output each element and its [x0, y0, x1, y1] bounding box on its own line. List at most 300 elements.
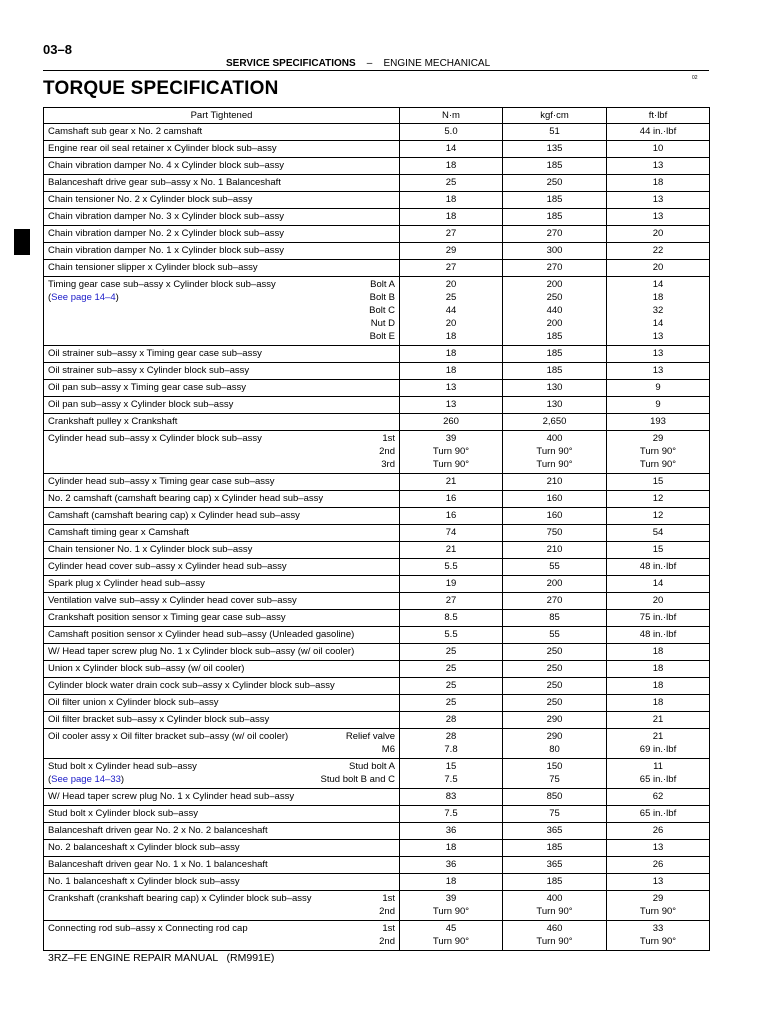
table-row: [44, 695, 710, 712]
kgfcm-cell: [503, 695, 607, 712]
part-content: [48, 526, 395, 539]
kgfcm-cell: [503, 175, 607, 192]
table-row: [44, 891, 710, 921]
kgfcm-cell: [503, 192, 607, 209]
torque-value: 55: [549, 561, 560, 572]
torque-value: 62: [652, 791, 664, 802]
table-row: [44, 644, 710, 661]
torque-value: Turn 90°: [432, 906, 470, 917]
part-name: Balanceshaft driven gear No. 2 x No. 2 balanceshaft: [48, 825, 268, 836]
torque-value: 8.5: [444, 612, 458, 623]
part-cell: [44, 192, 400, 209]
torque-value: 185: [546, 160, 563, 171]
ftlbf-cell: [607, 491, 710, 508]
table-header-row: [44, 108, 710, 124]
part-content: [48, 560, 395, 573]
part-content: [48, 807, 395, 820]
torque-value: 185: [546, 211, 563, 222]
ftlbf-cell: [607, 712, 710, 729]
table-row: [44, 921, 710, 951]
table-row: [44, 226, 710, 243]
part-content: [48, 432, 395, 471]
table-row: [44, 576, 710, 593]
table-row: [44, 209, 710, 226]
table-row: [44, 243, 710, 260]
part-cell: [44, 141, 400, 158]
ftlbf-cell: [607, 226, 710, 243]
table-row: [44, 508, 710, 525]
table-row: [44, 431, 710, 474]
header-rule: [43, 70, 709, 71]
torque-value: 14: [652, 578, 664, 589]
part-content: [48, 278, 395, 343]
part-text-block: [48, 892, 311, 918]
sub-item-label: Stud bolt B and C: [320, 774, 395, 785]
part-text-block: [48, 526, 189, 539]
part-text-block: [48, 730, 288, 756]
part-cell: [44, 921, 400, 951]
part-cell: [44, 491, 400, 508]
torque-value: 260: [443, 416, 459, 427]
torque-value: 12: [652, 493, 664, 504]
torque-value: 185: [546, 876, 563, 887]
torque-value: 270: [546, 595, 563, 606]
table-row: [44, 823, 710, 840]
table-row: [44, 260, 710, 277]
torque-value: 20: [652, 262, 664, 273]
kgfcm-cell: [503, 729, 607, 759]
nm-cell: [400, 474, 503, 491]
torque-value: 460: [546, 923, 563, 934]
torque-value: 32: [652, 305, 664, 316]
part-text-block: [48, 432, 262, 471]
part-text-block: [48, 858, 268, 871]
part-text-block: [48, 415, 177, 428]
part-content: [48, 577, 395, 590]
part-cell: [44, 209, 400, 226]
nm-cell: [400, 175, 503, 192]
ftlbf-cell: [607, 610, 710, 627]
torque-value: 7.5: [444, 808, 458, 819]
part-text-block: [48, 841, 240, 854]
reference-open: (: [48, 774, 52, 785]
torque-value: 250: [546, 680, 563, 691]
part-content: [48, 824, 395, 837]
ftlbf-cell: [607, 158, 710, 175]
table-row: [44, 759, 710, 789]
nm-cell: [400, 840, 503, 857]
torque-value: 18: [445, 211, 457, 222]
torque-value: Turn 90°: [432, 936, 470, 947]
part-cell: [44, 559, 400, 576]
kgfcm-cell: [503, 141, 607, 158]
kgfcm-cell: [503, 891, 607, 921]
torque-value: 18: [445, 876, 457, 887]
table-row: [44, 712, 710, 729]
column-header-part: Part Tightened: [44, 108, 400, 124]
nm-cell: [400, 491, 503, 508]
torque-value: 27: [445, 262, 457, 273]
table-row: [44, 610, 710, 627]
torque-value: 160: [546, 510, 563, 521]
nm-cell: [400, 346, 503, 363]
part-name: Chain vibration damper No. 4 x Cylinder block sub–assy: [48, 160, 285, 171]
part-cell: [44, 508, 400, 525]
torque-value: 200: [546, 578, 563, 589]
ftlbf-cell: [607, 397, 710, 414]
ftlbf-cell: [607, 243, 710, 260]
part-name: No. 1 balanceshaft x Cylinder block sub–assy: [48, 876, 240, 887]
part-name: Chain vibration damper No. 3 x Cylinder block sub–assy: [48, 211, 285, 222]
part-content: [48, 892, 395, 918]
torque-value: 18: [652, 177, 664, 188]
torque-value: 270: [546, 228, 563, 239]
table-row: [44, 789, 710, 806]
torque-value: 10: [652, 143, 664, 154]
part-text-block: [48, 713, 269, 726]
column-header-nm: N·m: [400, 108, 503, 124]
part-name: Ventilation valve sub–assy x Cylinder head cover sub–assy: [48, 595, 297, 606]
torque-value: 29: [652, 893, 664, 904]
torque-value: 15: [445, 761, 457, 772]
table-body: [44, 124, 710, 951]
kgfcm-cell: [503, 857, 607, 874]
table-row: [44, 158, 710, 175]
table-row: [44, 627, 710, 644]
part-content: [48, 159, 395, 172]
part-cell: [44, 661, 400, 678]
part-cell: [44, 678, 400, 695]
table-row: [44, 542, 710, 559]
table-row: [44, 397, 710, 414]
kgfcm-cell: [503, 158, 607, 175]
torque-value: 28: [445, 731, 457, 742]
part-name: Crankshaft position sensor x Timing gear case sub–assy: [48, 612, 286, 623]
part-text-block: [48, 475, 275, 488]
torque-value: 5.0: [444, 126, 458, 137]
table-row: [44, 857, 710, 874]
part-content: [48, 790, 395, 803]
nm-cell: [400, 397, 503, 414]
kgfcm-cell: [503, 277, 607, 346]
torque-value: 290: [546, 714, 563, 725]
part-name: Spark plug x Cylinder head sub–assy: [48, 578, 205, 589]
reference-open: (: [48, 292, 52, 303]
torque-value: 75: [549, 808, 560, 819]
part-text-block: [48, 679, 335, 692]
part-content: [48, 858, 395, 871]
torque-value: 200: [546, 318, 563, 329]
torque-value: 210: [546, 544, 563, 555]
nm-cell: [400, 414, 503, 431]
nm-cell: [400, 380, 503, 397]
torque-value: 44: [445, 305, 457, 316]
page-reference-link[interactable]: See page 14–4: [51, 292, 116, 303]
part-text-block: [48, 492, 323, 505]
torque-value: 185: [546, 194, 563, 205]
part-content: [48, 696, 395, 709]
table-row: [44, 729, 710, 759]
section-tab-marker: [14, 229, 30, 255]
part-text-block: [48, 696, 219, 709]
part-name: Oil pan sub–assy x Timing gear case sub–assy: [48, 382, 247, 393]
torque-value: 185: [546, 348, 563, 359]
part-text-block: [48, 662, 244, 675]
torque-value: 13: [652, 331, 664, 342]
torque-value: 39: [445, 433, 457, 444]
nm-cell: [400, 277, 503, 346]
torque-value: 29: [445, 245, 457, 256]
kgfcm-cell: [503, 678, 607, 695]
part-cell: [44, 712, 400, 729]
nm-cell: [400, 712, 503, 729]
part-name: Crankshaft (crankshaft bearing cap) x Cylinder block sub–assy: [48, 893, 312, 904]
torque-value: 7.8: [444, 744, 458, 755]
part-content: [48, 364, 395, 377]
nm-cell: [400, 857, 503, 874]
torque-value: Turn 90°: [432, 446, 470, 457]
part-cell: [44, 431, 400, 474]
kgfcm-cell: [503, 610, 607, 627]
nm-cell: [400, 141, 503, 158]
torque-value: 9: [655, 399, 661, 410]
ftlbf-cell: [607, 260, 710, 277]
torque-value: 13: [652, 160, 664, 171]
nm-cell: [400, 559, 503, 576]
nm-cell: [400, 431, 503, 474]
part-name: Oil strainer sub–assy x Cylinder block sub–assy: [48, 365, 250, 376]
torque-value: 21: [445, 544, 457, 555]
page-title: TORQUE SPECIFICATION: [43, 78, 279, 99]
torque-value: 130: [546, 399, 563, 410]
torque-value: Turn 90°: [536, 446, 573, 457]
part-name: Crankshaft pulley x Crankshaft: [48, 416, 178, 427]
kgfcm-cell: [503, 474, 607, 491]
part-cell: [44, 158, 400, 175]
part-cell: [44, 243, 400, 260]
table-row: [44, 559, 710, 576]
part-name: Stud bolt x Cylinder head sub–assy: [48, 761, 197, 772]
part-text-block: [48, 227, 284, 240]
part-text-block: [48, 381, 246, 394]
sub-items: [321, 760, 395, 786]
kgfcm-cell: [503, 823, 607, 840]
torque-value: 15: [652, 544, 664, 555]
kgfcm-cell: [503, 874, 607, 891]
nm-cell: [400, 627, 503, 644]
part-text-block: [48, 922, 248, 948]
torque-value: 54: [652, 527, 664, 538]
header-section: SERVICE SPECIFICATIONS: [226, 58, 356, 69]
nm-cell: [400, 124, 503, 141]
part-content: [48, 628, 395, 641]
part-cell: [44, 891, 400, 921]
part-content: [48, 760, 395, 786]
ftlbf-cell: [607, 806, 710, 823]
part-content: [48, 227, 395, 240]
part-name: Oil cooler assy x Oil filter bracket sub–assy (w/ oil cooler): [48, 731, 289, 742]
torque-value: 5.5: [444, 561, 458, 572]
part-content: [48, 922, 395, 948]
part-cell: [44, 525, 400, 542]
part-content: [48, 841, 395, 854]
part-text-block: [48, 125, 202, 138]
part-text-block: [48, 176, 281, 189]
table-row: [44, 806, 710, 823]
torque-value: 850: [546, 791, 563, 802]
torque-value: Turn 90°: [639, 936, 677, 947]
ftlbf-cell: [607, 576, 710, 593]
table-row: [44, 840, 710, 857]
ftlbf-cell: [607, 823, 710, 840]
sub-items: [379, 432, 395, 471]
torque-value: 290: [546, 731, 563, 742]
table-row: [44, 414, 710, 431]
part-cell: [44, 695, 400, 712]
torque-value: Turn 90°: [639, 459, 677, 470]
part-content: [48, 645, 395, 658]
torque-value: 15: [652, 476, 664, 487]
torque-value: 185: [546, 331, 563, 342]
header-subsection: ENGINE MECHANICAL: [383, 58, 491, 69]
torque-value: 45: [445, 923, 457, 934]
part-name: Oil pan sub–assy x Cylinder block sub–assy: [48, 399, 234, 410]
part-content: [48, 875, 395, 888]
part-content: [48, 381, 395, 394]
part-content: [48, 679, 395, 692]
torque-value: 19: [445, 578, 457, 589]
torque-value: 21: [652, 731, 664, 742]
sub-item-label: Nut D: [370, 318, 395, 329]
part-content: [48, 415, 395, 428]
ftlbf-cell: [607, 474, 710, 491]
part-cell: [44, 397, 400, 414]
nm-cell: [400, 525, 503, 542]
part-cell: [44, 857, 400, 874]
sub-item-label: M6: [381, 744, 395, 755]
part-cell: [44, 840, 400, 857]
kgfcm-cell: [503, 644, 607, 661]
nm-cell: [400, 806, 503, 823]
part-cell: [44, 380, 400, 397]
reference-line: [48, 773, 197, 786]
sub-items: [379, 892, 395, 918]
part-name: Oil filter union x Cylinder block sub–assy: [48, 697, 219, 708]
kgfcm-cell: [503, 243, 607, 260]
table-row: [44, 678, 710, 695]
nm-cell: [400, 226, 503, 243]
torque-table: [43, 107, 710, 951]
ftlbf-cell: [607, 593, 710, 610]
torque-value: 250: [546, 292, 563, 303]
torque-value: 5.5: [444, 629, 458, 640]
page-reference-link[interactable]: See page 14–33: [51, 774, 121, 785]
sub-items: [369, 278, 395, 343]
part-cell: [44, 759, 400, 789]
torque-value: 135: [546, 143, 563, 154]
part-name: Camshaft timing gear x Camshaft: [48, 527, 189, 538]
part-text-block: [48, 278, 276, 343]
column-header-kgfcm: kgf·cm: [503, 108, 607, 124]
torque-value: 365: [546, 859, 563, 870]
part-name: Cylinder block water drain cock sub–assy x Cylinder block sub–assy: [48, 680, 335, 691]
sub-item-label: Stud bolt A: [349, 761, 395, 772]
table-row: [44, 346, 710, 363]
part-content: [48, 730, 395, 756]
ftlbf-cell: [607, 644, 710, 661]
sub-item-label: Bolt E: [369, 331, 395, 342]
part-content: [48, 244, 395, 257]
torque-table-wrapper: [43, 107, 710, 951]
torque-value: 26: [652, 825, 664, 836]
part-content: [48, 713, 395, 726]
kgfcm-cell: [503, 491, 607, 508]
torque-value: 160: [546, 493, 563, 504]
part-content: [48, 543, 395, 556]
sub-item-label: Relief valve: [345, 731, 395, 742]
part-cell: [44, 576, 400, 593]
nm-cell: [400, 729, 503, 759]
corner-code: 02: [692, 75, 698, 81]
part-text-block: [48, 159, 284, 172]
part-name: Cylinder head sub–assy x Cylinder block sub–assy: [48, 433, 262, 444]
part-text-block: [48, 560, 287, 573]
torque-value: 300: [546, 245, 563, 256]
kgfcm-cell: [503, 576, 607, 593]
part-cell: [44, 806, 400, 823]
part-cell: [44, 644, 400, 661]
nm-cell: [400, 759, 503, 789]
torque-value: 2,650: [542, 416, 567, 427]
ftlbf-cell: [607, 380, 710, 397]
nm-cell: [400, 921, 503, 951]
torque-value: Turn 90°: [536, 459, 573, 470]
part-cell: [44, 627, 400, 644]
torque-value: 18: [652, 680, 664, 691]
table-row: [44, 277, 710, 346]
nm-cell: [400, 209, 503, 226]
kgfcm-cell: [503, 789, 607, 806]
part-text-block: [48, 760, 197, 786]
torque-value: 185: [546, 842, 563, 853]
torque-value: 20: [445, 318, 457, 329]
torque-value: 29: [652, 433, 664, 444]
torque-value: 85: [549, 612, 560, 623]
sub-item-label: 3rd: [381, 459, 395, 470]
table-row: [44, 874, 710, 891]
sub-item-label: 1st: [382, 893, 395, 904]
torque-value: 65 in.·lbf: [639, 774, 677, 785]
part-text-block: [48, 543, 252, 556]
torque-value: 18: [652, 646, 664, 657]
torque-value: 25: [445, 646, 457, 657]
ftlbf-cell: [607, 789, 710, 806]
part-cell: [44, 474, 400, 491]
table-row: [44, 380, 710, 397]
part-content: [48, 193, 395, 206]
torque-value: 20: [652, 228, 664, 239]
part-name: Union x Cylinder block sub–assy (w/ oil cooler): [48, 663, 245, 674]
torque-value: 36: [445, 825, 457, 836]
part-content: [48, 475, 395, 488]
torque-value: 48 in.·lbf: [639, 561, 677, 572]
part-text-block: [48, 509, 300, 522]
torque-value: 21: [445, 476, 457, 487]
column-header-ftlbf: ft·lbf: [607, 108, 710, 124]
torque-value: 18: [652, 663, 664, 674]
part-name: Connecting rod sub–assy x Connecting rod cap: [48, 923, 248, 934]
part-name: Camshaft sub gear x No. 2 camshaft: [48, 126, 203, 137]
